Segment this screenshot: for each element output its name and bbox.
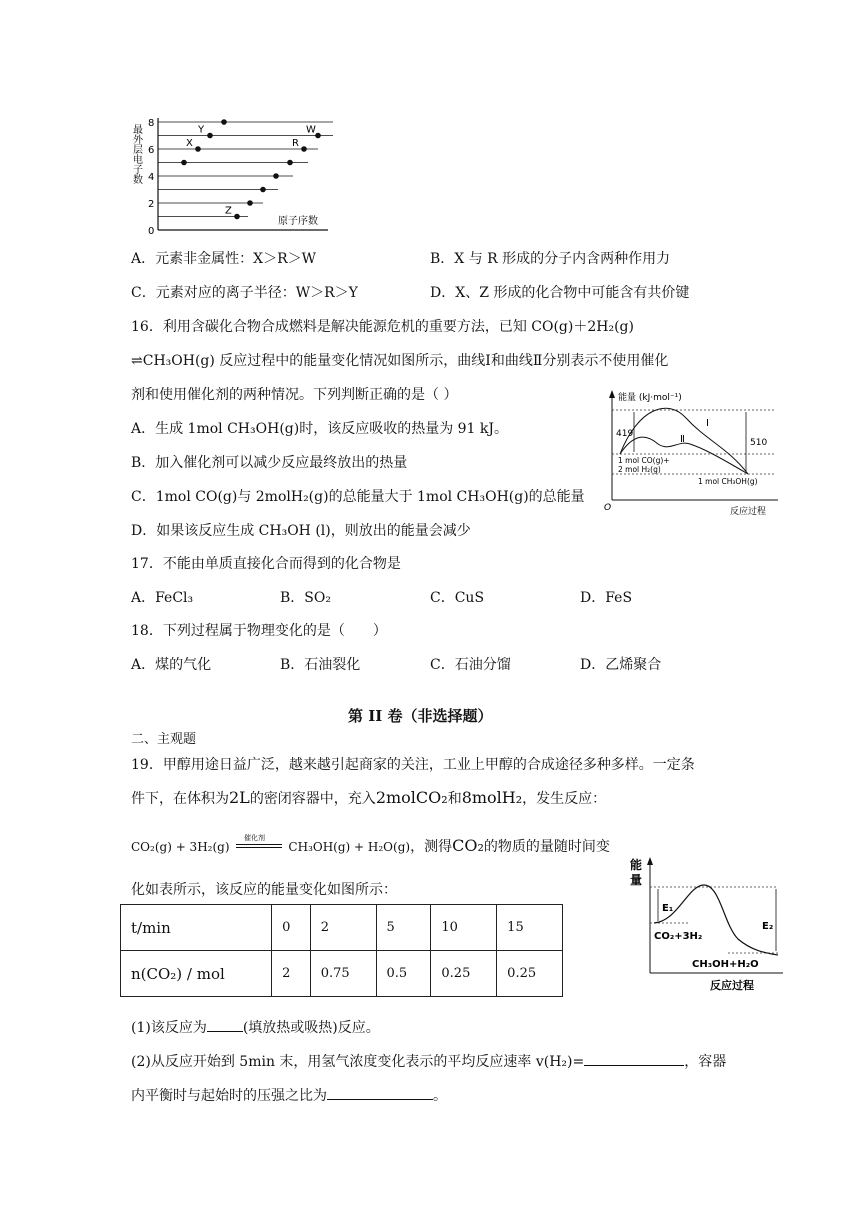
q16-option-c: C．1mol CO(g)与 2molH₂(g)的总能量大于 1mol CH₃OH(g)的总能量 <box>131 489 585 505</box>
table-cell: 0.5 <box>376 951 431 997</box>
table-cell: t/min <box>121 905 272 951</box>
q19-line3 <box>131 836 610 856</box>
q16-curve1-label: Ⅰ <box>706 418 709 429</box>
q19-catalyst-label: 催化剂 <box>243 834 265 842</box>
q19-text: 件下，在体积为 <box>131 791 229 807</box>
table-row <box>121 951 563 997</box>
q19-answer-blank-3[interactable] <box>327 1085 433 1100</box>
q15-y-tick: 2 <box>148 199 155 210</box>
q16-option-d: D．如果该反应生成 CH₃OH (l)，则放出的能量会减少 <box>131 523 471 539</box>
q15-data-point <box>195 146 201 152</box>
q15-data-point <box>234 214 240 220</box>
q19-energy-figure <box>628 855 788 995</box>
q15-data-point <box>260 187 266 193</box>
q15-figure <box>128 112 348 237</box>
q18-stem: 18．下列过程属于物理变化的是（ ） <box>131 623 387 639</box>
q19-text: 内平衡时与起始时的压强之比为 <box>131 1088 327 1104</box>
part2-title: 第 II 卷（非选择题） <box>348 707 493 725</box>
q17-stem: 17．不能由单质直接化合而得到的化合物是 <box>131 556 401 572</box>
q16-reactant-label2: 2 mol H₂(g) <box>618 465 661 474</box>
q16-curve2-label: Ⅱ <box>680 434 685 445</box>
q19-equation-left: CO₂(g) + 3H₂(g) <box>131 840 230 854</box>
table-cell: 0.25 <box>497 951 563 997</box>
q19-x-label: 反应过程 <box>710 979 754 992</box>
q15-data-point <box>247 200 253 206</box>
q19-text: (填放热或吸热)反应。 <box>242 1020 380 1036</box>
q19-text: (2)从反应开始到 5min 末，用氢气浓度变化表示的平均反应速率 v(H₂)= <box>131 1054 585 1070</box>
q15-data-point <box>221 119 227 125</box>
q16-option-a: A．生成 1mol CH₃OH(g)时，该反应吸收的热量为 91 kJ。 <box>131 421 509 437</box>
q16-stem-line2: ⇌CH₃OH(g) 反应过程中的能量变化情况如图所示，曲线Ⅰ和曲线Ⅱ分别表示不使用催化 <box>131 353 669 369</box>
q15-option-d: D．X、Z 形成的化合物中可能含有共价键 <box>430 285 690 301</box>
q18-option-d: D．乙烯聚合 <box>580 657 662 673</box>
q19-line4: 化如表所示，该反应的能量变化如图所示： <box>131 882 397 898</box>
q19-y-label-2: 量 <box>630 873 643 887</box>
q19-text: 的密闭容器中，充入 <box>249 791 376 807</box>
table-cell: 10 <box>431 905 497 951</box>
q15-data-point <box>287 160 293 166</box>
table-cell: 15 <box>497 905 563 951</box>
q19-text: 。 <box>433 1088 447 1104</box>
q16-origin: O <box>604 503 612 513</box>
q19-e2-label: E₂ <box>762 921 774 932</box>
table-cell: 0 <box>272 905 311 951</box>
q19-volume: 2L <box>229 788 250 807</box>
q19-co2: CO₂ <box>452 836 484 855</box>
q19-reactants-label: CO₂+3H₂ <box>654 931 703 942</box>
q15-data-point <box>301 146 307 152</box>
q19-answer-blank-2[interactable] <box>584 1051 684 1066</box>
q19-e1-label: E₁ <box>662 903 674 914</box>
q19-text: (1)该反应为 <box>131 1020 207 1036</box>
q19-text: ，发生反应： <box>522 791 607 807</box>
q19-data-table <box>120 904 563 997</box>
q16-energy-figure <box>598 388 783 518</box>
q15-point-label: W <box>306 124 316 136</box>
q18-option-b: B．石油裂化 <box>280 657 361 673</box>
q16-stem-line1: 16．利用含碳化合物合成燃料是解决能源危机的重要方法，已知 CO(g)＋2H₂(g) <box>131 319 634 335</box>
q15-data-point <box>181 160 187 166</box>
q15-y-tick: 8 <box>148 118 155 129</box>
q17-option-d: D．FeS <box>580 590 633 606</box>
q15-option-a: A．元素非金属性：X＞R＞W <box>131 251 317 267</box>
q19-sub1 <box>131 1017 380 1037</box>
q18-option-a: A．煤的气化 <box>131 657 212 673</box>
q19-text: ，测得 <box>410 839 453 855</box>
q19-y-label-1: 能 <box>630 858 643 872</box>
q15-point-label: X <box>186 138 193 149</box>
q19-text: ，容器 <box>684 1054 727 1070</box>
q15-x-label: 原子序数 <box>278 216 318 227</box>
q19-answer-blank-1[interactable] <box>207 1017 243 1032</box>
q19-text: 和 <box>447 791 462 807</box>
q15-data-point <box>273 173 279 179</box>
q15-y-tick: 6 <box>148 145 155 156</box>
q15-data-point <box>315 133 321 139</box>
table-row <box>121 905 563 951</box>
q19-sub2 <box>131 1051 726 1071</box>
q15-point-label: Z <box>225 205 232 217</box>
table-cell: 2 <box>272 951 311 997</box>
table-cell: 0.25 <box>431 951 497 997</box>
q16-product-label: 1 mol CH₃OH(g) <box>698 477 758 486</box>
q16-stem-line3: 剂和使用催化剂的两种情况。下列判断正确的是（ ） <box>131 387 458 403</box>
q16-value-419: 419 <box>616 429 634 439</box>
q19-equation-arrow <box>234 834 284 853</box>
table-cell: 5 <box>376 905 431 951</box>
q15-option-b: B．X 与 R 形成的分子内含两种作用力 <box>430 251 671 267</box>
q16-x-label: 反应过程 <box>730 507 767 517</box>
table-cell: 2 <box>310 905 376 951</box>
q15-point-label: R <box>292 138 299 149</box>
q19-equation-right: CH₃OH(g) + H₂O(g) <box>288 840 411 854</box>
q16-reactant-label1: 1 mol CO(g)+ <box>618 456 670 465</box>
q17-option-b: B．SO₂ <box>280 590 331 606</box>
q19-h2-amount: 8molH₂ <box>461 788 523 807</box>
q15-point-label: Y <box>198 124 205 136</box>
q15-option-c: C．元素对应的离子半径：W＞R＞Y <box>131 285 358 301</box>
q17-option-a: A．FeCl₃ <box>131 590 194 606</box>
q15-y-tick: 0 <box>148 226 155 237</box>
q16-y-label: 能量 (kJ·mol⁻¹) <box>618 393 682 403</box>
table-cell: n(CO₂) / mol <box>121 951 272 997</box>
q15-y-label: 最外层电子数 <box>130 124 142 184</box>
q19-products-label: CH₃OH+H₂O <box>692 959 759 970</box>
q19-text: 的物质的量随时间变 <box>483 839 610 855</box>
q18-option-c: C．石油分馏 <box>430 657 511 673</box>
q19-line2 <box>131 788 606 808</box>
q15-data-point <box>207 133 213 139</box>
table-cell: 0.75 <box>310 951 376 997</box>
q19-sub2-cont <box>131 1085 447 1105</box>
q15-y-tick: 4 <box>148 172 155 183</box>
q19-line1: 19．甲醇用途日益广泛，越来越引起商家的关注，工业上甲醇的合成途径多种多样。一定条 <box>131 757 695 773</box>
q17-option-c: C．CuS <box>430 590 485 606</box>
part2-section-label: 二、主观题 <box>131 732 197 747</box>
q16-value-510: 510 <box>750 438 768 448</box>
q19-co2-amount: 2molCO₂ <box>375 788 448 807</box>
q16-option-b: B．加入催化剂可以减少反应最终放出的热量 <box>131 455 408 471</box>
